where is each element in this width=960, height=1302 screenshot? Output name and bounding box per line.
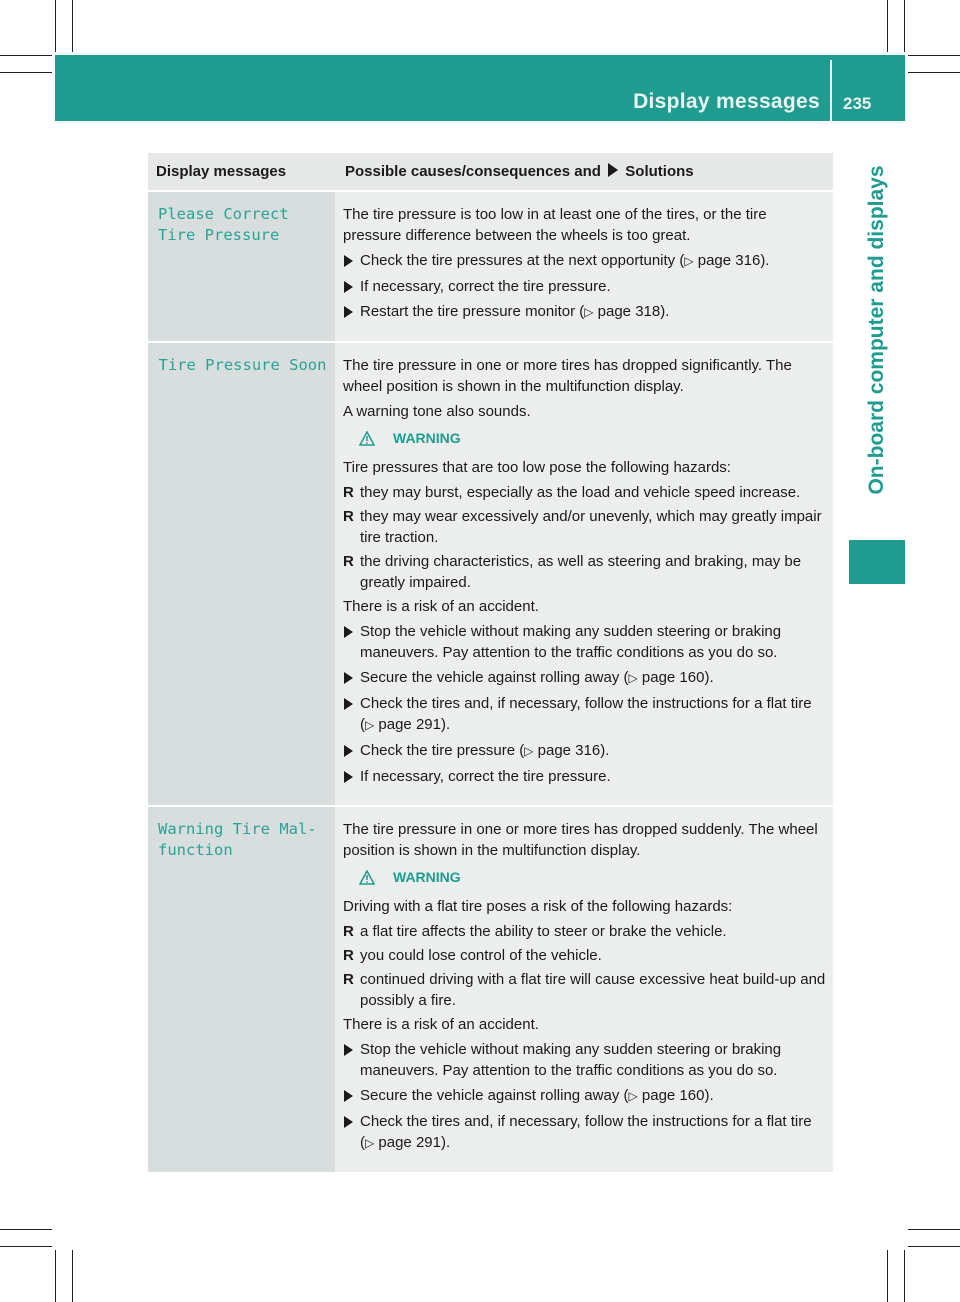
cause-text: A warning tone also sounds. bbox=[343, 403, 531, 420]
crop-mark bbox=[908, 1229, 960, 1230]
page-ref-icon: ▷ bbox=[628, 671, 638, 685]
bullet-icon: R bbox=[343, 508, 354, 525]
crop-mark bbox=[0, 1229, 52, 1230]
page-ref-icon: ▷ bbox=[365, 718, 375, 732]
bullet-icon: R bbox=[343, 971, 354, 988]
step-text: If necessary, correct the tire pressure. bbox=[360, 768, 611, 785]
solution-step bbox=[343, 693, 827, 736]
step-text: Secure the vehicle against rolling away ( bbox=[360, 669, 629, 686]
display-message-line: Warning Tire Mal‐ bbox=[158, 820, 317, 838]
crop-mark bbox=[55, 0, 56, 52]
step-arrow-icon bbox=[344, 1090, 353, 1102]
solution-step bbox=[343, 1111, 827, 1154]
step-arrow-icon bbox=[344, 745, 353, 757]
page-reference[interactable]: page 291). bbox=[378, 716, 451, 733]
warning-label: WARNING bbox=[393, 869, 461, 885]
step-arrow-icon bbox=[344, 698, 353, 710]
bullet-text: a flat tire affects the ability to steer or brake the vehicle. bbox=[360, 923, 727, 940]
page-reference[interactable]: page 316). bbox=[537, 742, 610, 759]
warning-label: WARNING bbox=[393, 430, 461, 446]
risk-text: There is a risk of an accident. bbox=[343, 1016, 539, 1033]
warning-triangle-icon bbox=[359, 431, 375, 446]
step-arrow-icon bbox=[344, 255, 353, 267]
page-reference[interactable]: page 291). bbox=[378, 1134, 451, 1151]
message-cell bbox=[148, 342, 335, 806]
chapter-marker bbox=[849, 540, 905, 584]
page-ref-icon: ▷ bbox=[628, 1089, 638, 1103]
hazard-bullet bbox=[343, 551, 827, 593]
crop-mark bbox=[72, 1250, 73, 1302]
hazard-intro: Driving with a flat tire poses a risk of the following hazards: bbox=[343, 898, 733, 915]
warning-heading bbox=[359, 428, 827, 449]
page-ref-icon: ▷ bbox=[584, 305, 594, 319]
page-reference[interactable]: page 160). bbox=[641, 1087, 714, 1104]
table-row bbox=[148, 342, 833, 806]
solution-step bbox=[343, 1039, 827, 1081]
hazard-intro: Tire pressures that are too low pose the following hazards: bbox=[343, 459, 731, 476]
solution-arrow-icon bbox=[608, 163, 618, 177]
crop-mark bbox=[908, 72, 960, 73]
col-header-solutions bbox=[335, 153, 833, 191]
solution-step bbox=[343, 1085, 827, 1107]
crop-mark bbox=[55, 1250, 56, 1302]
step-text: Check the tires and, if necessary, follow the instructions for a flat tire ( bbox=[360, 1113, 812, 1151]
bullet-text: the driving characteristics, as well as steering and braking, may be greatly impaired. bbox=[360, 553, 802, 591]
crop-mark bbox=[72, 0, 73, 52]
warning-triangle-icon bbox=[359, 870, 375, 885]
bullet-icon: R bbox=[343, 923, 354, 940]
crop-mark bbox=[908, 1246, 960, 1247]
step-text: Secure the vehicle against rolling away ( bbox=[360, 1087, 629, 1104]
display-message-line: function bbox=[158, 841, 233, 859]
solution-step bbox=[343, 250, 827, 272]
chapter-side-label: On-board computer and displays bbox=[865, 165, 888, 495]
table-header-row bbox=[148, 153, 833, 191]
hazard-bullet bbox=[343, 969, 827, 1011]
hazard-bullet bbox=[343, 506, 827, 548]
bullet-text: they may wear excessively and/or unevenly, which may greatly impair tire traction. bbox=[360, 508, 822, 546]
description-cell bbox=[335, 342, 833, 806]
solution-step bbox=[343, 766, 827, 787]
warning-heading bbox=[359, 867, 827, 888]
solution-step bbox=[343, 621, 827, 663]
step-arrow-icon bbox=[344, 771, 353, 783]
hazard-bullet bbox=[343, 482, 827, 503]
page-section-title: Display messages bbox=[633, 90, 820, 113]
crop-mark bbox=[0, 55, 52, 56]
step-text: Restart the tire pressure monitor ( bbox=[360, 303, 585, 320]
page-reference[interactable]: page 160). bbox=[641, 669, 714, 686]
step-arrow-icon bbox=[344, 1044, 353, 1056]
description-cell bbox=[335, 806, 833, 1172]
crop-mark bbox=[904, 1250, 905, 1302]
page-number: 235 bbox=[843, 94, 872, 113]
bullet-icon: R bbox=[343, 947, 354, 964]
cause-text: The tire pressure is too low in at least one of the tires, or the tire pressure difference between the wheels is too great. bbox=[343, 206, 767, 244]
table-row bbox=[148, 191, 833, 342]
display-message-line: Please Correct bbox=[158, 205, 289, 223]
crop-mark bbox=[887, 0, 888, 52]
bullet-text: you could lose control of the vehicle. bbox=[360, 947, 602, 964]
crop-mark bbox=[908, 55, 960, 56]
step-text: If necessary, correct the tire pressure. bbox=[360, 278, 611, 295]
crop-mark bbox=[0, 1246, 52, 1247]
step-text: Check the tire pressures at the next opportunity ( bbox=[360, 252, 685, 269]
message-cell bbox=[148, 806, 335, 1172]
col-header-solutions-pre: Possible causes/consequences and bbox=[345, 163, 601, 180]
step-text: Stop the vehicle without making any sudden steering or braking maneuvers. Pay attention to the traffic conditions as you do so. bbox=[360, 1041, 782, 1079]
hazard-bullet bbox=[343, 945, 827, 966]
bullet-icon: R bbox=[343, 553, 354, 570]
hazard-bullet bbox=[343, 921, 827, 942]
page-ref-icon: ▷ bbox=[684, 254, 694, 268]
solution-step bbox=[343, 740, 827, 762]
display-message-line: Tire Pressure bbox=[158, 226, 280, 244]
step-arrow-icon bbox=[344, 626, 353, 638]
solution-step bbox=[343, 276, 827, 297]
bullet-icon: R bbox=[343, 484, 354, 501]
step-text: Stop the vehicle without making any sudden steering or braking maneuvers. Pay attention to the traffic conditions as you do so. bbox=[360, 623, 782, 661]
page-ref-icon: ▷ bbox=[365, 1136, 375, 1150]
bullet-text: continued driving with a flat tire will cause excessive heat build-up and possibly a fire. bbox=[360, 971, 826, 1009]
step-text: Check the tires and, if necessary, follow the instructions for a flat tire ( bbox=[360, 695, 812, 733]
bullet-text: they may burst, especially as the load and vehicle speed increase. bbox=[360, 484, 801, 501]
display-messages-table bbox=[148, 153, 833, 1172]
description-cell bbox=[335, 191, 833, 342]
display-message-line: Tire Pressure Soon bbox=[158, 356, 327, 374]
step-text: Check the tire pressure ( bbox=[360, 742, 525, 759]
risk-text: There is a risk of an accident. bbox=[343, 598, 539, 615]
page-ref-icon: ▷ bbox=[524, 744, 534, 758]
col-header-solutions-post: Solutions bbox=[625, 163, 694, 180]
step-arrow-icon bbox=[344, 1116, 353, 1128]
crop-mark bbox=[0, 72, 52, 73]
step-arrow-icon bbox=[344, 672, 353, 684]
crop-mark bbox=[904, 0, 905, 52]
solution-step bbox=[343, 667, 827, 689]
solution-step bbox=[343, 301, 827, 323]
step-arrow-icon bbox=[344, 306, 353, 318]
cause-text: The tire pressure in one or more tires has dropped significantly. The wheel position is shown in the multifunction display. bbox=[343, 357, 792, 395]
page-reference[interactable]: page 318). bbox=[597, 303, 670, 320]
col-header-messages: Display messages bbox=[148, 153, 335, 191]
cause-text: The tire pressure in one or more tires has dropped suddenly. The wheel position is shown in the multifunction display. bbox=[343, 821, 818, 859]
table-row bbox=[148, 806, 833, 1172]
step-arrow-icon bbox=[344, 281, 353, 293]
message-cell bbox=[148, 191, 335, 342]
page-reference[interactable]: page 316). bbox=[697, 252, 770, 269]
crop-mark bbox=[887, 1250, 888, 1302]
header-divider bbox=[830, 60, 832, 121]
